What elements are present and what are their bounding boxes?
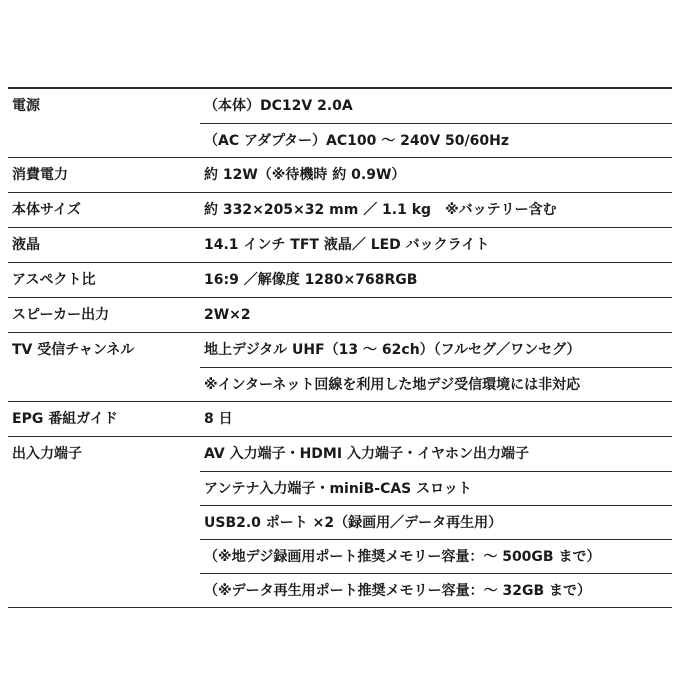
spec-label: EPG 番組ガイド [12, 411, 118, 427]
spec-label: 消費電力 [12, 167, 68, 183]
spec-value: 2W×2 [204, 307, 251, 323]
spec-values [200, 333, 672, 401]
spec-row-speaker-output [8, 298, 672, 333]
spec-label: 本体サイズ [12, 202, 81, 218]
spec-value: 地上デジタル UHF（13 ～ 62ch）（フルセグ／ワンセグ） [204, 342, 581, 358]
spec-label: 電源 [12, 98, 40, 114]
spec-label: スピーカー出力 [12, 307, 110, 323]
spec-row-aspect-ratio [8, 263, 672, 298]
spec-value: アンテナ入力端子・miniB-CAS スロット [200, 471, 672, 505]
spec-values [200, 228, 672, 262]
spec-label: TV 受信チャンネル [12, 342, 135, 358]
spec-value: 8 日 [204, 411, 233, 427]
spec-value: USB2.0 ポート ×2（録画用／データ再生用） [200, 505, 672, 539]
spec-values [200, 402, 672, 436]
spec-label: 液晶 [12, 237, 40, 253]
spec-values [200, 193, 672, 227]
spec-value: （AC アダプター）AC100 ～ 240V 50/60Hz [200, 123, 672, 157]
spec-value: 約 332×205×32 mm ／ 1.1 kg ※バッテリー含む [204, 202, 557, 218]
spec-value: （※地デジ録画用ポート推奨メモリー容量：～ 500GB まで） [200, 539, 672, 573]
spec-values [200, 89, 672, 157]
spec-values [200, 158, 672, 192]
spec-value: ※インターネット回線を利用した地デジ受信環境には非対応 [200, 367, 672, 401]
spec-label: アスペクト比 [12, 272, 96, 288]
spec-value: 16:9 ／解像度 1280×768RGB [204, 272, 418, 288]
spec-row-body-size [8, 193, 672, 228]
spec-row-io-terminals [8, 437, 672, 608]
spec-label: 出入力端子 [12, 446, 82, 462]
spec-value: （本体）DC12V 2.0A [204, 98, 353, 114]
spec-row-power [8, 89, 672, 158]
spec-row-tv-channels [8, 333, 672, 402]
spec-row-lcd [8, 228, 672, 263]
spec-table [8, 87, 672, 608]
spec-value: 約 12W（※待機時 約 0.9W） [204, 167, 406, 183]
spec-row-power-consumption [8, 158, 672, 193]
spec-value: （※データ再生用ポート推奨メモリー容量：～ 32GB まで） [200, 573, 672, 607]
spec-values [200, 263, 672, 297]
spec-value: AV 入力端子・HDMI 入力端子・イヤホン出力端子 [204, 446, 529, 462]
spec-row-epg-guide [8, 402, 672, 437]
spec-values [200, 298, 672, 332]
spec-value: 14.1 インチ TFT 液晶／ LED バックライト [204, 237, 490, 253]
spec-values [200, 437, 672, 607]
